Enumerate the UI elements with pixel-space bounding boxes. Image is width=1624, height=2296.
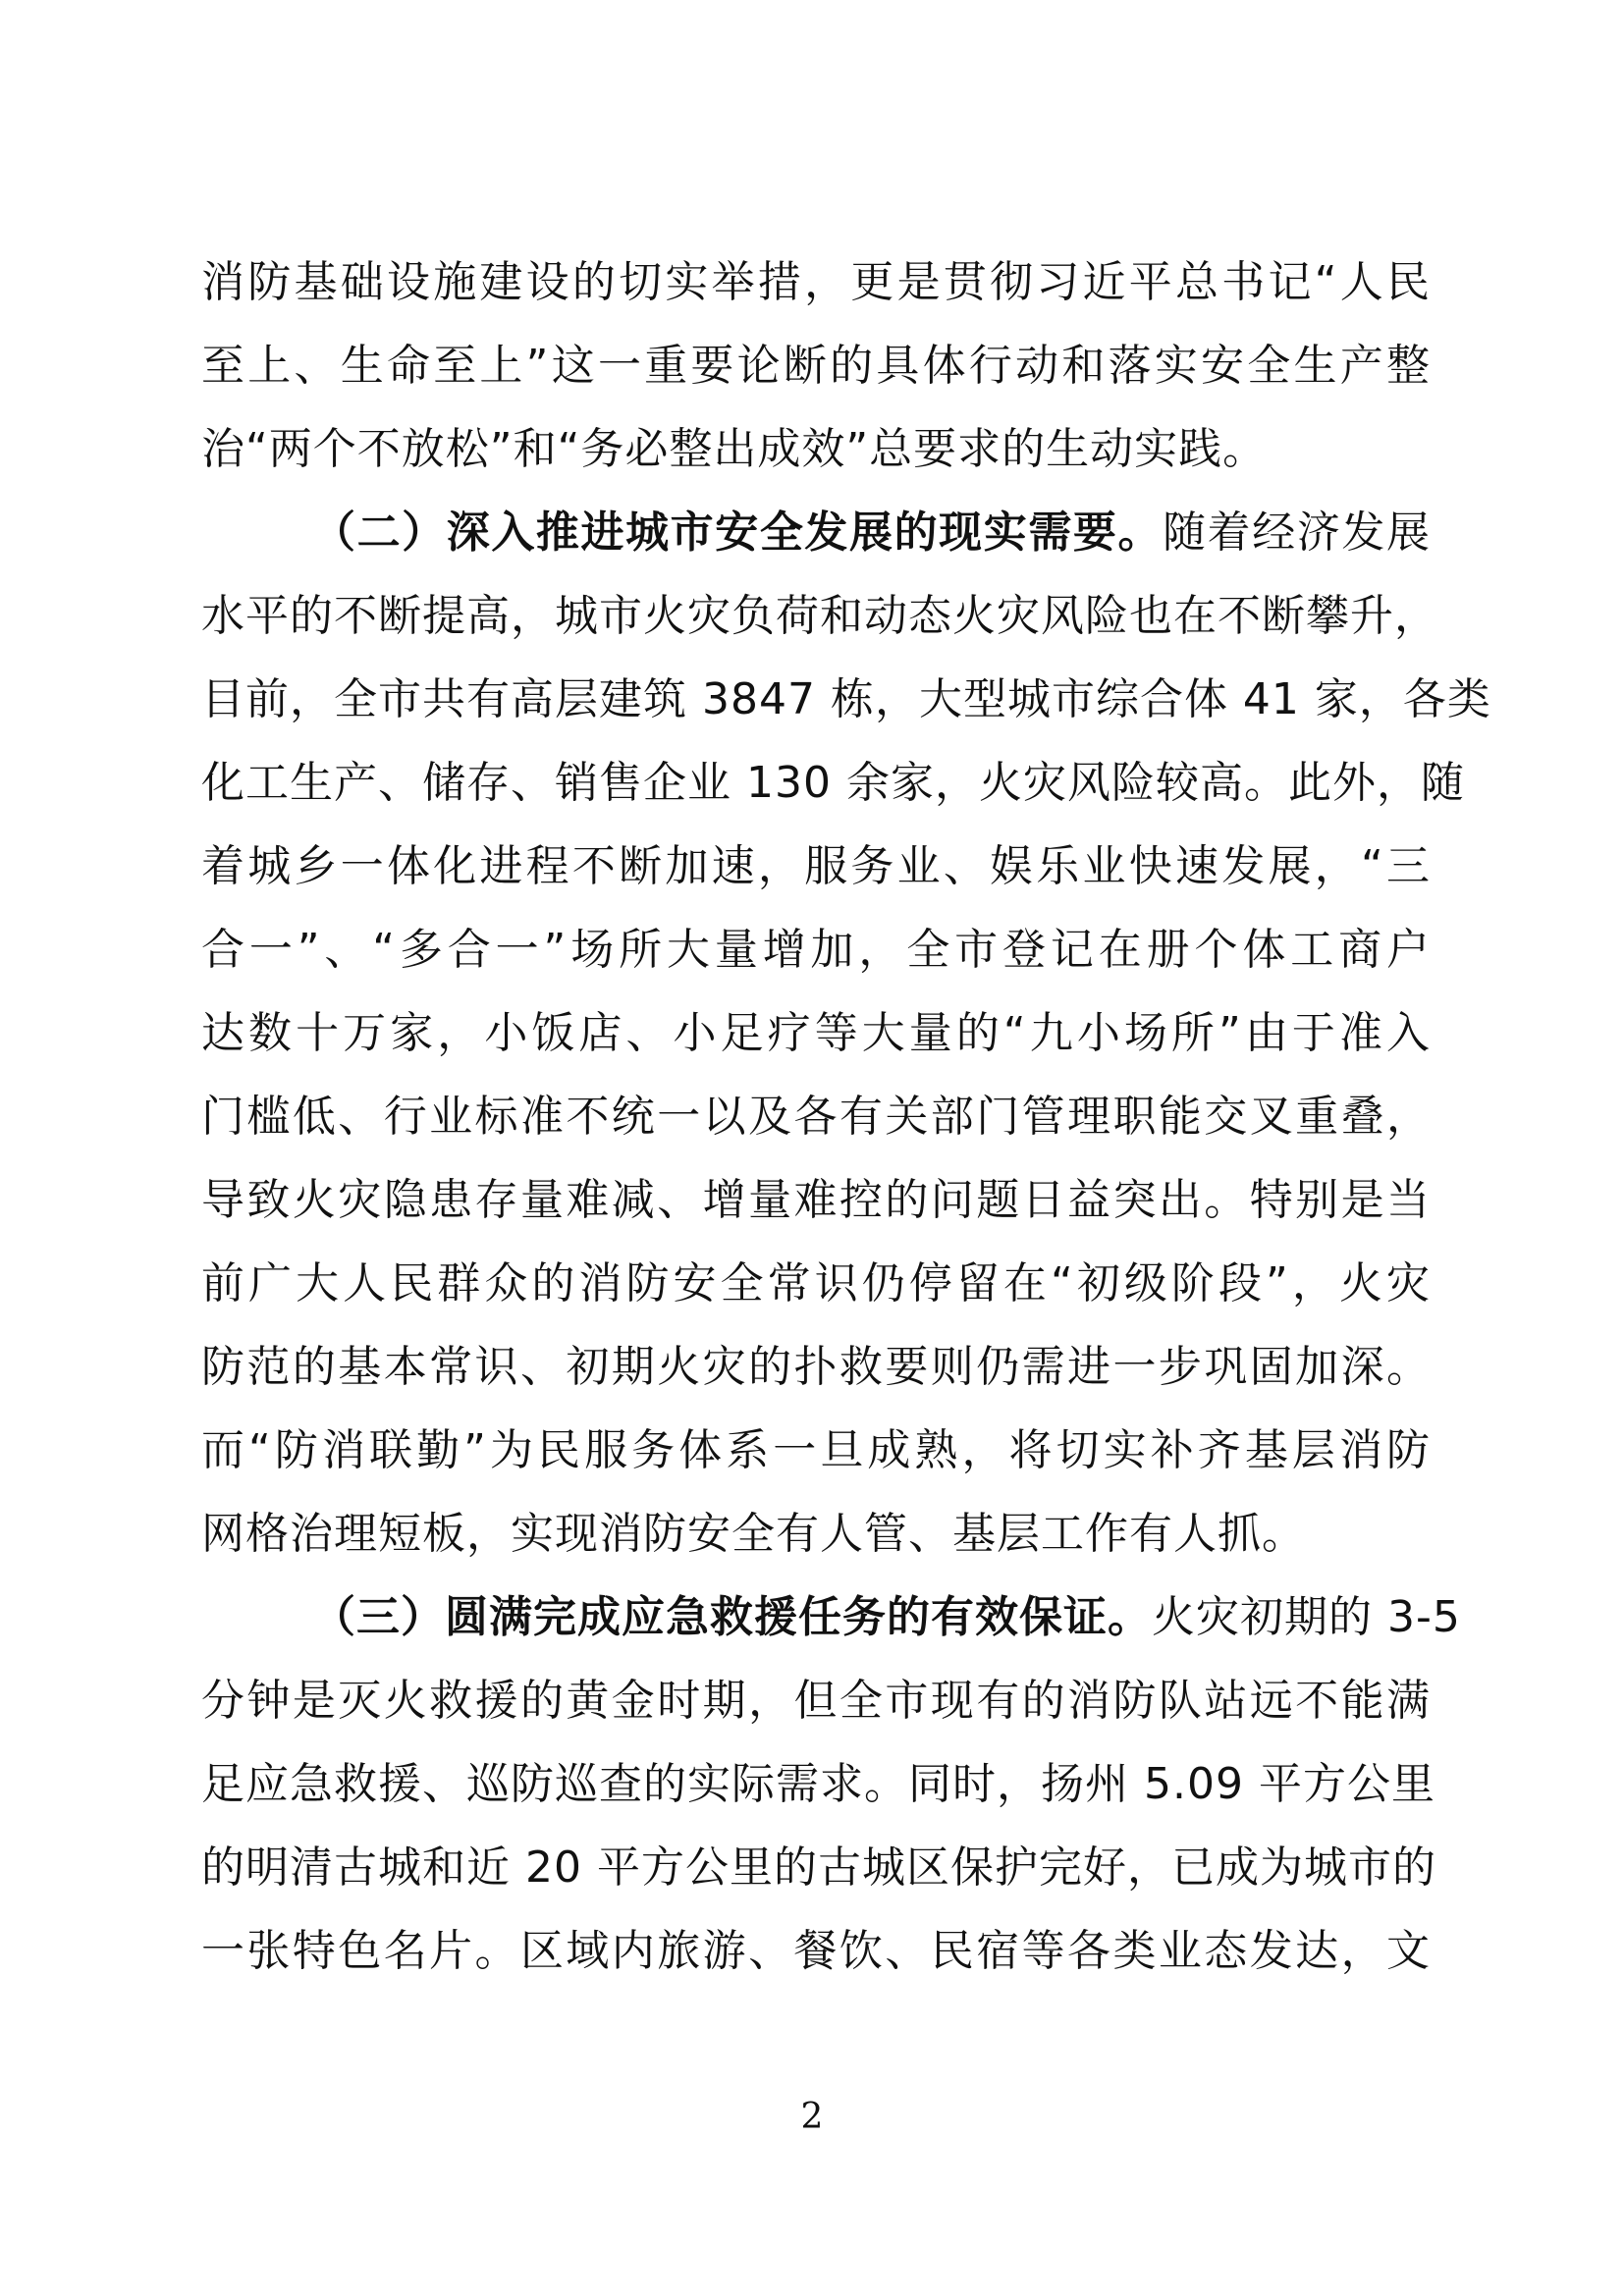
section-heading: （三）圆满完成应急救援任务的有效保证。	[312, 1592, 1152, 1642]
body-text-line: 着城乡一体化进程不断加速，服务业、娱乐业快速发展，“三	[201, 841, 1431, 891]
body-text-line: 网格治理短板，实现消防安全有人管、基层工作有人抓。	[201, 1509, 1306, 1559]
body-text-line: 防范的基本常识、初期火灾的扑救要则仍需进一步巩固加深。	[201, 1342, 1431, 1392]
body-text-line: 的明清古城和近 20 平方公里的古城区保护完好，已成为城市的	[201, 1842, 1436, 1893]
section-heading-line	[312, 499, 1431, 567]
body-text-line: 合一”、“多合一”场所大量增加，全市登记在册个体工商户	[201, 925, 1431, 975]
body-text-line: 治“两个不放松”和“务必整出成效”总要求的生动实践。	[201, 424, 1268, 474]
body-text-line: 而“防消联勤”为民服务体系一旦成熟，将切实补齐基层消防	[201, 1425, 1431, 1475]
section-heading-line	[312, 1583, 1461, 1652]
body-text-line: 目前，全市共有高层建筑 3847 栋，大型城市综合体 41 家，各类	[201, 674, 1491, 724]
body-text-line: 门槛低、行业标准不统一以及各有关部门管理职能交叉重叠，	[201, 1092, 1431, 1142]
body-text-line: 达数十万家，小饭店、小足疗等大量的“九小场所”由于准入	[201, 1008, 1431, 1058]
body-text-line: 分钟是灭火救援的黄金时期，但全市现有的消防队站远不能满	[201, 1676, 1431, 1726]
body-text-line: 化工生产、储存、销售企业 130 余家，火灾风险较高。此外，随	[201, 758, 1465, 808]
body-text-line: 导致火灾隐患存量难减、增量难控的问题日益突出。特别是当	[201, 1175, 1431, 1225]
page-number: 2	[800, 2097, 824, 2137]
body-text: 随着经济发展	[1163, 507, 1432, 558]
body-text-line: 足应急救援、巡防巡查的实际需求。同时，扬州 5.09 平方公里	[201, 1759, 1435, 1809]
body-text-line: 一张特色名片。区域内旅游、餐饮、民宿等各类业态发达，文	[201, 1926, 1431, 1976]
body-text: 火灾初期的 3-5	[1152, 1592, 1461, 1642]
body-text-line: 消防基础设施建设的切实举措，更是贯彻习近平总书记“人民	[201, 257, 1431, 307]
body-text-line: 前广大人民群众的消防安全常识仍停留在“初级阶段”，火灾	[201, 1258, 1431, 1308]
body-text-line: 水平的不断提高，城市火灾负荷和动态火灾风险也在不断攀升，	[201, 591, 1438, 641]
body-text-line: 至上、生命至上”这一重要论断的具体行动和落实安全生产整	[201, 341, 1431, 391]
section-heading: （二）深入推进城市安全发展的现实需要。	[312, 507, 1164, 558]
